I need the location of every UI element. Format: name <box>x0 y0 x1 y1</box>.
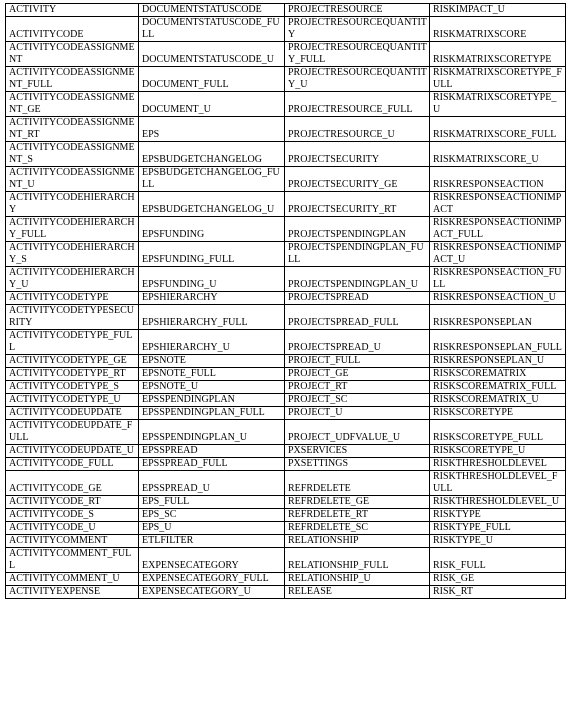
table-cell-col-1: ACTIVITYCODE_RT <box>6 496 139 509</box>
table-cell-col-4: RISKMATRIXSCORETYPE <box>430 42 566 67</box>
table-row <box>6 67 566 92</box>
table-cell-col-3: REFRDELETE_RT <box>285 509 430 522</box>
table-cell-col-4: RISKMATRIXSCORE_FULL <box>430 117 566 142</box>
table-row <box>6 548 566 573</box>
table-cell-col-3: PROJECTSPENDINGPLAN_FULL <box>285 242 430 267</box>
table-cell-col-4: RISKMATRIXSCORETYPE_U <box>430 92 566 117</box>
table-cell-col-4: RISKTHRESHOLDLEVEL_FULL <box>430 471 566 496</box>
table-cell-col-2: EPSHIERARCHY <box>139 292 285 305</box>
table-cell-col-1: ACTIVITYCOMMENT_FULL <box>6 548 139 573</box>
table-cell-col-2: EPSBUDGETCHANGELOG_U <box>139 192 285 217</box>
table-cell-col-1: ACTIVITYCODETYPE_U <box>6 394 139 407</box>
table-row <box>6 330 566 355</box>
table-cell-col-2: DOCUMENT_U <box>139 92 285 117</box>
table-cell-col-2: EPSHIERARCHY_U <box>139 330 285 355</box>
table-row <box>6 394 566 407</box>
table-cell-col-2: EPSNOTE_U <box>139 381 285 394</box>
table-cell-col-3: PXSETTINGS <box>285 458 430 471</box>
table-cell-col-4: RISK_GE <box>430 573 566 586</box>
table-row <box>6 407 566 420</box>
table-cell-col-2: EPSSPENDINGPLAN_FULL <box>139 407 285 420</box>
table-row <box>6 192 566 217</box>
table-cell-col-2: EPSSPENDINGPLAN <box>139 394 285 407</box>
table-cell-col-2: EPSBUDGETCHANGELOG <box>139 142 285 167</box>
table-cell-col-4: RISKRESPONSEACTION <box>430 167 566 192</box>
table-cell-col-1: ACTIVITYCODETYPESECURITY <box>6 305 139 330</box>
table-cell-col-4: RISKSCOREMATRIX_FULL <box>430 381 566 394</box>
table-cell-col-4: RISKSCOREMATRIX_U <box>430 394 566 407</box>
table-cell-col-2: EPSBUDGETCHANGELOG_FULL <box>139 167 285 192</box>
table-cell-col-4: RISKMATRIXSCORETYPE_FULL <box>430 67 566 92</box>
table-row <box>6 509 566 522</box>
table-cell-col-1: ACTIVITYCODEHIERARCHY_S <box>6 242 139 267</box>
table-cell-col-1: ACTIVITYCODEASSIGNMENT_RT <box>6 117 139 142</box>
table-cell-col-4: RISKMATRIXSCORE_U <box>430 142 566 167</box>
table-cell-col-3: RELEASE <box>285 586 430 599</box>
table-cell-col-4: RISKSCORETYPE_FULL <box>430 420 566 445</box>
table-body <box>6 4 566 599</box>
table-cell-col-1: ACTIVITYCODEHIERARCHY_U <box>6 267 139 292</box>
table-cell-col-3: REFRDELETE <box>285 471 430 496</box>
table-row <box>6 242 566 267</box>
table-cell-col-2: DOCUMENT_FULL <box>139 67 285 92</box>
table-row <box>6 535 566 548</box>
table-cell-col-1: ACTIVITYCODEASSIGNMENT_U <box>6 167 139 192</box>
table-cell-col-2: DOCUMENTSTATUSCODE_U <box>139 42 285 67</box>
table-cell-col-3: RELATIONSHIP <box>285 535 430 548</box>
table-row <box>6 522 566 535</box>
table-cell-col-1: ACTIVITYCODEUPDATE <box>6 407 139 420</box>
table-cell-col-1: ACTIVITYCODE_FULL <box>6 458 139 471</box>
table-cell-col-2: EPS <box>139 117 285 142</box>
table-cell-col-3: PROJECTSPENDINGPLAN <box>285 217 430 242</box>
table-cell-col-4: RISKTYPE_FULL <box>430 522 566 535</box>
table-cell-col-2: DOCUMENTSTATUSCODE <box>139 4 285 17</box>
table-cell-col-2: EPSNOTE <box>139 355 285 368</box>
table-cell-col-3: PROJECT_GE <box>285 368 430 381</box>
table-row <box>6 42 566 67</box>
table-cell-col-2: EXPENSECATEGORY_FULL <box>139 573 285 586</box>
table-cell-col-1: ACTIVITYCODEUPDATE_U <box>6 445 139 458</box>
table-row <box>6 267 566 292</box>
table-cell-col-1: ACTIVITYCODETYPE_FULL <box>6 330 139 355</box>
table-cell-col-3: PROJECTSPREAD_FULL <box>285 305 430 330</box>
table-row <box>6 4 566 17</box>
table-cell-col-3: REFRDELETE_SC <box>285 522 430 535</box>
table-cell-col-3: PROJECTRESOURCE_U <box>285 117 430 142</box>
table-cell-col-3: PROJECTRESOURCE_FULL <box>285 92 430 117</box>
table-cell-col-2: EXPENSECATEGORY <box>139 548 285 573</box>
table-cell-col-1: ACTIVITYCODETYPE_GE <box>6 355 139 368</box>
table-row <box>6 381 566 394</box>
table-cell-col-4: RISKSCORETYPE <box>430 407 566 420</box>
table-row <box>6 17 566 42</box>
table-row <box>6 458 566 471</box>
table-cell-col-4: RISKRESPONSEPLAN <box>430 305 566 330</box>
table-row <box>6 586 566 599</box>
table-cell-col-1: ACTIVITYCODETYPE <box>6 292 139 305</box>
table-row <box>6 92 566 117</box>
table-cell-col-3: PROJECT_UDFVALUE_U <box>285 420 430 445</box>
table-cell-col-3: PROJECT_U <box>285 407 430 420</box>
table-cell-col-2: EPSSPREAD_FULL <box>139 458 285 471</box>
table-cell-col-2: EPS_FULL <box>139 496 285 509</box>
table-cell-col-4: RISKRESPONSEACTIONIMPACT_U <box>430 242 566 267</box>
table-cell-col-1: ACTIVITYCODEUPDATE_FULL <box>6 420 139 445</box>
table-cell-col-2: EPSFUNDING_FULL <box>139 242 285 267</box>
table-row <box>6 217 566 242</box>
table-cell-col-1: ACTIVITYCODETYPE_RT <box>6 368 139 381</box>
table-cell-col-3: PROJECTSECURITY <box>285 142 430 167</box>
table-cell-col-4: RISKMATRIXSCORE <box>430 17 566 42</box>
table-cell-col-3: PROJECTSPREAD_U <box>285 330 430 355</box>
table-cell-col-4: RISKTYPE <box>430 509 566 522</box>
table-cell-col-3: PROJECTSPREAD <box>285 292 430 305</box>
table-cell-col-1: ACTIVITYCODEASSIGNMENT <box>6 42 139 67</box>
table-cell-col-3: PROJECT_SC <box>285 394 430 407</box>
table-cell-col-3: PROJECTRESOURCE <box>285 4 430 17</box>
table-cell-col-1: ACTIVITYCODETYPE_S <box>6 381 139 394</box>
table-row <box>6 142 566 167</box>
table-cell-col-2: EPS_SC <box>139 509 285 522</box>
table-cell-col-2: EPSFUNDING <box>139 217 285 242</box>
table-cell-col-4: RISKRESPONSEACTIONIMPACT_FULL <box>430 217 566 242</box>
table-row <box>6 445 566 458</box>
table-cell-col-1: ACTIVITY <box>6 4 139 17</box>
table-cell-col-1: ACTIVITYCODE_U <box>6 522 139 535</box>
table-cell-col-1: ACTIVITYCODEASSIGNMENT_S <box>6 142 139 167</box>
table-row <box>6 471 566 496</box>
table-cell-col-2: EPSSPENDINGPLAN_U <box>139 420 285 445</box>
table-cell-col-4: RISKSCOREMATRIX <box>430 368 566 381</box>
table-cell-col-4: RISKRESPONSEPLAN_FULL <box>430 330 566 355</box>
table-cell-col-2: EPSNOTE_FULL <box>139 368 285 381</box>
table-cell-col-3: PROJECTSECURITY_RT <box>285 192 430 217</box>
table-cell-col-3: PROJECTRESOURCEQUANTITY_U <box>285 67 430 92</box>
table-cell-col-4: RISKTHRESHOLDLEVEL_U <box>430 496 566 509</box>
table-cell-col-2: EPS_U <box>139 522 285 535</box>
table-cell-col-4: RISKRESPONSEACTIONIMPACT <box>430 192 566 217</box>
table-cell-col-3: PROJECTRESOURCEQUANTITY <box>285 17 430 42</box>
table-cell-col-4: RISKTHRESHOLDLEVEL <box>430 458 566 471</box>
table-cell-col-2: DOCUMENTSTATUSCODE_FULL <box>139 17 285 42</box>
table-cell-col-1: ACTIVITYCOMMENT <box>6 535 139 548</box>
table-cell-col-1: ACTIVITYCOMMENT_U <box>6 573 139 586</box>
table-cell-col-1: ACTIVITYCODEHIERARCHY <box>6 192 139 217</box>
table-cell-col-1: ACTIVITYCODEASSIGNMENT_FULL <box>6 67 139 92</box>
table-row <box>6 573 566 586</box>
table-cell-col-3: PROJECTSPENDINGPLAN_U <box>285 267 430 292</box>
table-cell-col-2: EXPENSECATEGORY_U <box>139 586 285 599</box>
table-row <box>6 167 566 192</box>
table-cell-col-4: RISKTYPE_U <box>430 535 566 548</box>
table-row <box>6 420 566 445</box>
table-cell-col-4: RISKSCORETYPE_U <box>430 445 566 458</box>
table-cell-col-4: RISKIMPACT_U <box>430 4 566 17</box>
table-cell-col-4: RISKRESPONSEPLAN_U <box>430 355 566 368</box>
table-cell-col-1: ACTIVITYCODE_S <box>6 509 139 522</box>
table-row <box>6 305 566 330</box>
table-cell-col-1: ACTIVITYCODE_GE <box>6 471 139 496</box>
table-cell-col-3: PROJECTSECURITY_GE <box>285 167 430 192</box>
table-cell-col-4: RISKRESPONSEACTION_U <box>430 292 566 305</box>
table-cell-col-1: ACTIVITYCODEHIERARCHY_FULL <box>6 217 139 242</box>
table-cell-col-2: ETLFILTER <box>139 535 285 548</box>
table-cell-col-2: EPSFUNDING_U <box>139 267 285 292</box>
table-cell-col-3: RELATIONSHIP_U <box>285 573 430 586</box>
table-cell-col-3: REFRDELETE_GE <box>285 496 430 509</box>
table-cell-col-2: EPSHIERARCHY_FULL <box>139 305 285 330</box>
table-cell-col-4: RISK_RT <box>430 586 566 599</box>
table-cell-col-3: PXSERVICES <box>285 445 430 458</box>
table-cell-col-3: PROJECT_FULL <box>285 355 430 368</box>
table-row <box>6 355 566 368</box>
table-cell-col-2: EPSSPREAD <box>139 445 285 458</box>
table-cell-col-2: EPSSPREAD_U <box>139 471 285 496</box>
table-row <box>6 117 566 142</box>
table-row <box>6 368 566 381</box>
table-cell-col-1: ACTIVITYCODE <box>6 17 139 42</box>
table-cell-col-3: RELATIONSHIP_FULL <box>285 548 430 573</box>
table-row <box>6 292 566 305</box>
table-cell-col-1: ACTIVITYEXPENSE <box>6 586 139 599</box>
table-cell-col-4: RISK_FULL <box>430 548 566 573</box>
table-row <box>6 496 566 509</box>
table-name-list <box>5 3 566 599</box>
table-cell-col-3: PROJECT_RT <box>285 381 430 394</box>
table-cell-col-1: ACTIVITYCODEASSIGNMENT_GE <box>6 92 139 117</box>
table-cell-col-4: RISKRESPONSEACTION_FULL <box>430 267 566 292</box>
table-cell-col-3: PROJECTRESOURCEQUANTITY_FULL <box>285 42 430 67</box>
